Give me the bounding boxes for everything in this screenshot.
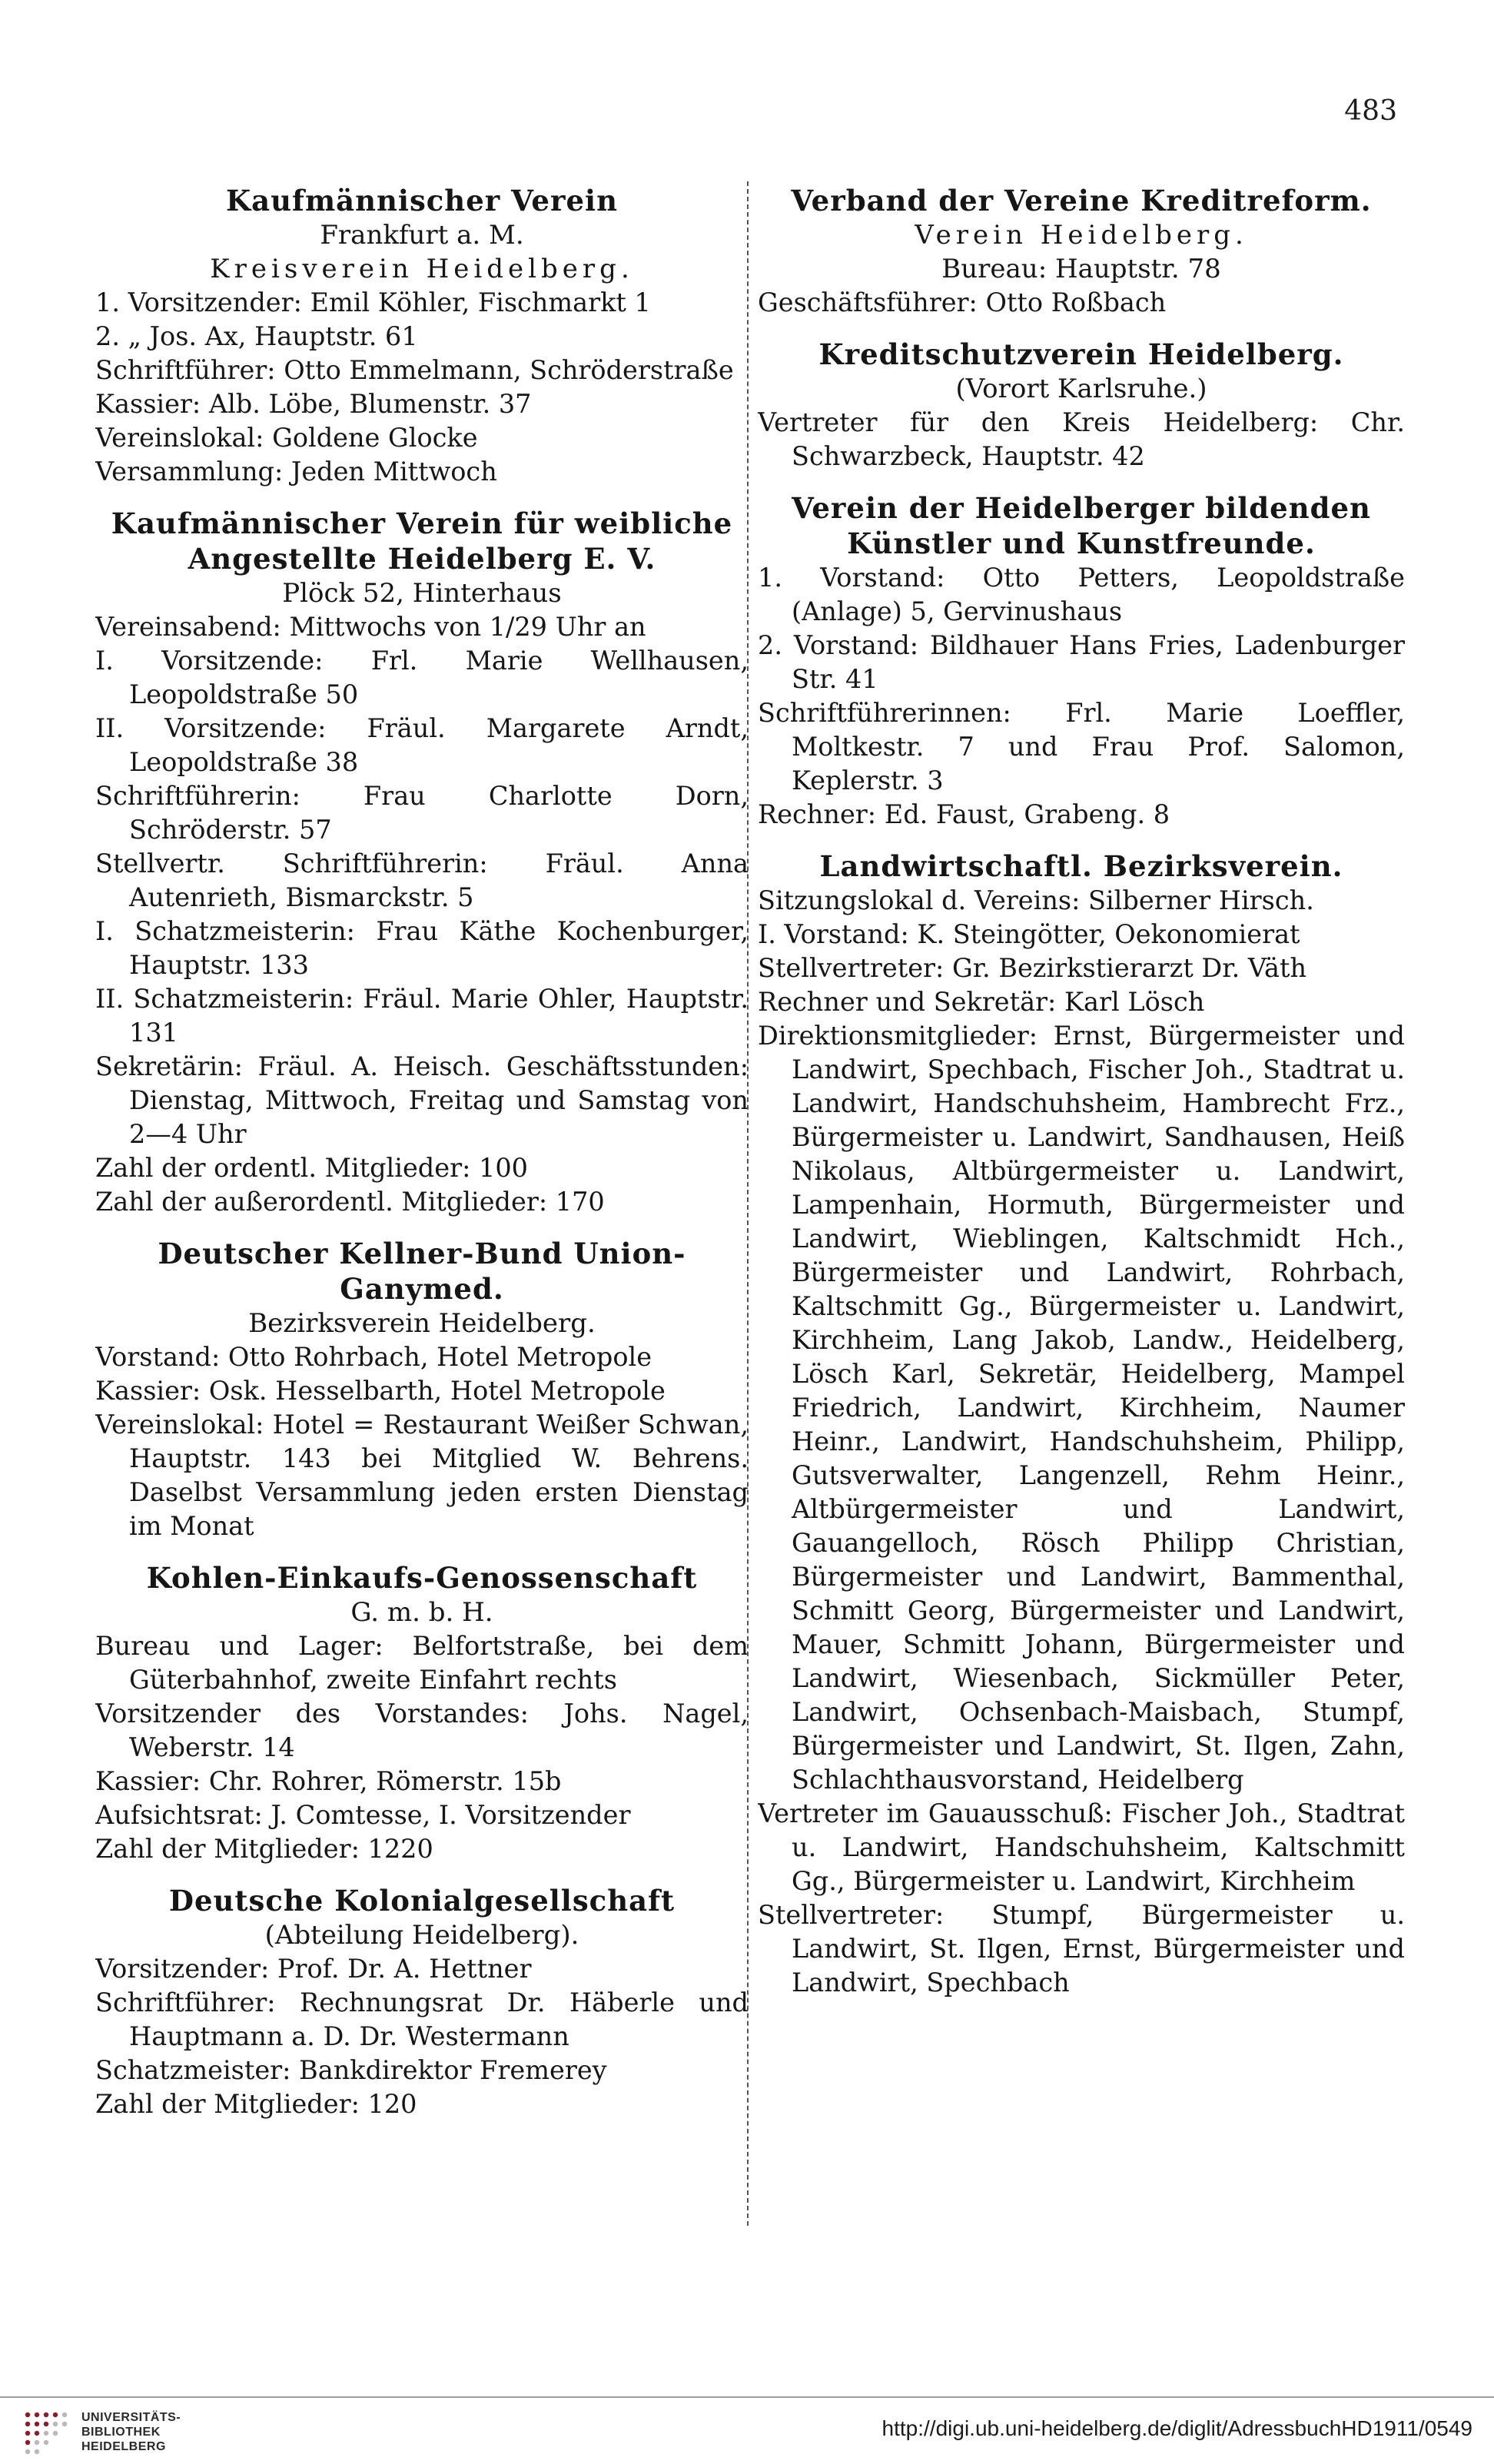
entry-title: Deutsche Kolonialgesellschaft [168,1884,676,1918]
directory-entry [95,1560,749,1866]
directory-entry [95,506,749,1219]
entry-line: I. Vorsitzende: Frl. Marie Wellhausen, Leopoldstraße 50 [95,646,749,709]
entry-title: Verband der Vereine Kreditreform. [791,184,1372,218]
entry-line: Stellvertreter: Gr. Bezirkstierarzt Dr. Väth [758,953,1307,983]
entry-title: Kreditschutzverein Heidelberg. [818,337,1344,371]
entry-line: 1. Vorstand: Otto Petters, Leopoldstraße (Anlage) 5, Gervinushaus [758,563,1405,626]
entry-subtitle: Kreisverein Heidelberg. [210,254,634,284]
entry-line: Rechner und Sekretär: Karl Lösch [758,987,1205,1017]
entry-line: 2. „ Jos. Ax, Hauptstr. 61 [95,321,418,351]
directory-entry [758,183,1405,320]
footer-bar [0,2396,1494,2464]
entry-line: II. Schatzmeisterin: Fräul. Marie Ohler, Hauptstr. 131 [95,984,749,1048]
directory-entry [758,337,1405,473]
entry-subtitle: G. m. b. H. [350,1597,493,1628]
entry-line: Direktionsmitglieder: Ernst, Bürgermeister und Landwirt, Spechbach, Fischer Joh., Stadtrat u. Landwirt, Handschuhsheim, Hambrecht Frz., Bürgermeister u. Landwirt, Sandhausen, Heiß Nikolaus, Altbürgermeister u. Landwirt, Lampenhain, Hormuth, Bürgermeister und Landwirt, Wieblingen, Kaltschmidt Hch., Bürgermeister und Landwirt, Rohrbach, Kaltschmitt Gg., Bürgermeister u. Landwirt, Kirchheim, Lang Jakob, Landw., Heidelberg, Lösch Karl, Sekretär, Heidelberg, Mampel Friedrich, Landwirt, Kirchheim, Naumer Heinr., Landwirt, Handschuhsheim, Philipp, Gutsverwalter, Langenzell, Rehm Heinr., Altbürgermeister und Landwirt, Gauangelloch, Rösch Philipp Christian, Bürgermeister und Landwirt, Bammenthal, Schmitt Georg, Bürgermeister und Landwirt, Mauer, Schmitt Johann, Bürgermeister und Landwirt, Wiesenbach, Sickmüller Peter, Landwirt, Ochsenbach-Maisbach, Stumpf, Bürgermeister und Landwirt, St. Ilgen, Zahn, Schlachthausvorstand, Heidelberg [758,1021,1405,1795]
entry-subtitle: Plöck 52, Hinterhaus [282,578,562,609]
entry-line: Stellvertreter: Stumpf, Bürgermeister u. Landwirt, St. Ilgen, Ernst, Bürgermeister und Landwirt, Spechbach [758,1900,1405,1997]
entry-line: Schriftführerinnen: Frl. Marie Loeffler, Moltkestr. 7 und Frau Prof. Salomon, Keplerstr. 3 [758,698,1405,795]
entry-line: Kassier: Osk. Hesselbarth, Hotel Metropole [95,1376,666,1406]
entry-title: Deutscher Kellner-Bund Union-Ganymed. [158,1237,686,1306]
entry-line: Vorsitzender des Vorstandes: Johs. Nagel, Weberstr. 14 [95,1699,749,1762]
entry-line: Zahl der außerordentl. Mitglieder: 170 [95,1187,605,1217]
entry-title: Kaufmännischer Verein [226,184,618,218]
entry-line: Vereinslokal: Hotel = Restaurant Weißer Schwan, Hauptstr. 143 bei Mitglied W. Behrens. Daselbst Versammlung jeden ersten Dienstag im Monat [95,1410,749,1541]
entry-line: Vorstand: Otto Rohrbach, Hotel Metropole [95,1342,652,1372]
directory-entry [95,183,749,489]
logo-line: HEIDELBERG [81,2439,166,2453]
entry-line: Schriftführer: Rechnungsrat Dr. Häberle und Hauptmann a. D. Dr. Westermann [95,1987,749,2051]
directory-entry [758,848,1405,2000]
directory-entry [758,490,1405,832]
entry-line: Geschäftsführer: Otto Roßbach [758,287,1167,317]
entry-subtitle: (Abteilung Heidelberg). [264,1920,579,1951]
entry-line: Vertreter im Gauausschuß: Fischer Joh., Stadtrat u. Landwirt, Handschuhsheim, Kaltschmitt Gg., Bürgermeister u. Landwirt, Kirchheim [758,1798,1405,1896]
entry-line: Vereinsabend: Mittwochs von 1/29 Uhr an [95,612,646,642]
entry-subtitle: Frankfurt a. M. [320,220,524,251]
page-number: 483 [1344,95,1397,127]
logo-line: BIBLIOTHEK [81,2425,161,2439]
entry-line: Sekretärin: Fräul. A. Heisch. Geschäftsstunden: Dienstag, Mittwoch, Freitag und Samstag von 2—4 Uhr [95,1051,749,1149]
entry-line: Bureau und Lager: Belfortstraße, bei dem Güterbahnhof, zweite Einfahrt rechts [95,1631,749,1695]
entry-subtitle: Bezirksverein Heidelberg. [248,1308,596,1339]
entry-line: Schriftführerin: Frau Charlotte Dorn, Schröderstr. 57 [95,781,749,845]
source-url-link[interactable]: http://digi.ub.uni-heidelberg.de/diglit/AdressbuchHD1911/0549 [881,2416,1472,2440]
directory-entry [95,1883,749,2121]
entry-line: Zahl der Mitglieder: 120 [95,2089,417,2119]
entry-line: Kassier: Alb. Löbe, Blumenstr. 37 [95,389,532,419]
entry-subtitle: (Vorort Karlsruhe.) [955,374,1207,404]
logo-line: UNIVERSITÄTS- [81,2410,181,2424]
entry-line: Schatzmeister: Bankdirektor Fremerey [95,2055,607,2085]
entry-line: Rechner: Ed. Faust, Grabeng. 8 [758,799,1170,829]
right-column [758,183,1405,2227]
library-logo-text [81,2410,181,2454]
entry-line: Schriftführer: Otto Emmelmann, Schröderstraße [95,355,734,385]
entry-line: I. Vorstand: K. Steingötter, Oekonomierat [758,919,1300,949]
entry-line: Vorsitzender: Prof. Dr. A. Hettner [95,1954,532,1984]
entry-line: Sitzungslokal d. Vereins: Silberner Hirsch. [758,885,1314,915]
entry-line: Stellvertr. Schriftführerin: Fräul. Anna Autenrieth, Bismarckstr. 5 [95,848,749,912]
library-logo[interactable] [22,2409,181,2455]
entry-line: 1. Vorsitzender: Emil Köhler, Fischmarkt 1 [95,287,651,317]
entry-line: Vertreter für den Kreis Heidelberg: Chr. Schwarzbeck, Hauptstr. 42 [758,407,1405,471]
entry-line: Kassier: Chr. Rohrer, Römerstr. 15b [95,1766,562,1796]
entry-subtitle: Verein Heidelberg. [915,220,1248,251]
entry-line: Zahl der Mitglieder: 1220 [95,1834,433,1864]
entry-line: II. Vorsitzende: Fräul. Margarete Arndt, Leopoldstraße 38 [95,713,749,777]
column-divider [747,181,749,2226]
directory-entry [95,1236,749,1543]
entry-line: Aufsichtsrat: J. Comtesse, I. Vorsitzender [95,1800,631,1830]
entry-subtitle: Bureau: Hauptstr. 78 [941,254,1221,284]
left-column [95,183,749,2227]
entry-title: Kohlen-Einkaufs-Genossenschaft [146,1561,698,1595]
entry-title: Kaufmännischer Verein für weibliche Angestellte Heidelberg E. V. [111,506,733,576]
entry-line: 2. Vorstand: Bildhauer Hans Fries, Ladenburger Str. 41 [758,630,1405,694]
library-logo-icon [22,2409,71,2455]
entry-title: Verein der Heidelberger bildenden Künstler und Kunstfreunde. [792,491,1371,560]
entry-title: Landwirtschaftl. Bezirksverein. [819,849,1343,883]
entry-line: Vereinslokal: Goldene Glocke [95,423,478,453]
entry-line: I. Schatzmeisterin: Frau Käthe Kochenburger, Hauptstr. 133 [95,916,749,980]
entry-line: Versammlung: Jeden Mittwoch [95,457,497,486]
entry-line: Zahl der ordentl. Mitglieder: 100 [95,1153,528,1183]
